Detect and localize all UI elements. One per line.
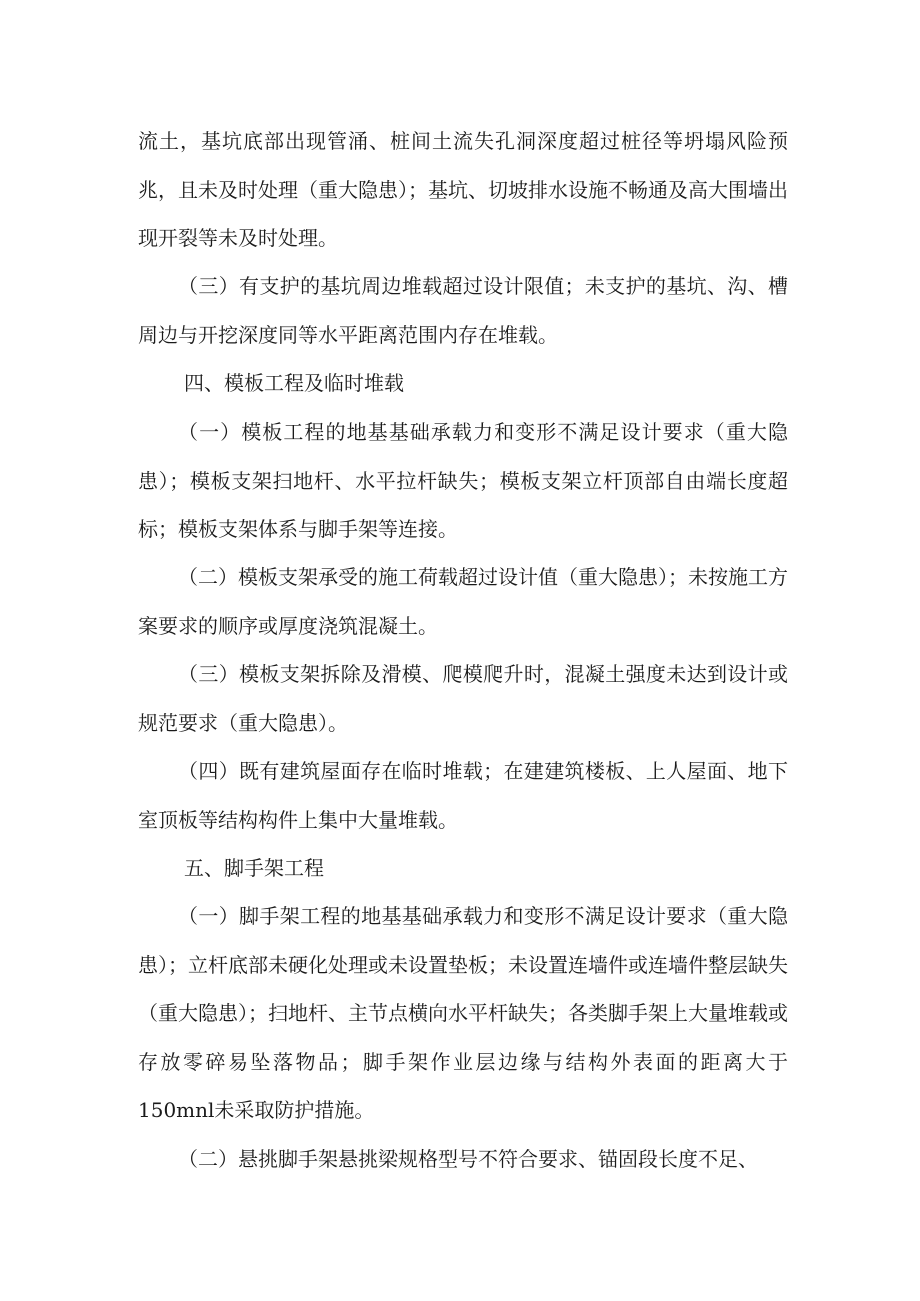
- section-heading-formwork: 四、模板工程及临时堆载: [184, 371, 404, 395]
- paragraph-formwork-foundation: （一）模板工程的地基基础承载力和变形不满足设计要求（重大隐患）；模板支架扫地杆、水平拉杆缺失；模板支架立杆顶部自由端长度超标；模板支架体系与脚手架等连接。: [138, 420, 788, 541]
- paragraph-excavation-continued: 流土，基坑底部出现管涌、桩间土流失孔洞深度超过桩径等坍塌风险预兆，且未及时处理（重大隐患）；基坑、切坡排水设施不畅通及高大围墙出现开裂等未及时处理。: [138, 129, 788, 250]
- paragraph-temporary-stacking: （四）既有建筑屋面存在临时堆载；在建建筑楼板、上人屋面、地下室顶板等结构构件上集中大量堆载。: [138, 759, 788, 832]
- paragraph-formwork-load: （二）模板支架承受的施工荷载超过设计值（重大隐患）；未按施工方案要求的顺序或厚度浇筑混凝土。: [138, 565, 788, 638]
- paragraph-scaffolding-foundation: （一）脚手架工程的地基基础承载力和变形不满足设计要求（重大隐患）；立杆底部未硬化处理或未设置垫板；未设置连墙件或连墙件整层缺失（重大隐患）；扫地杆、主节点横向水平杆缺失；各类脚手架上大量堆载或存放零碎易坠落物品；脚手架作业层边缘与结构外表面的距离大于150mnl未采取防护措施。: [138, 904, 788, 1122]
- paragraph-cantilever-scaffolding: （二）悬挑脚手架悬挑梁规格型号不符合要求、锚固段长度不足、: [178, 1147, 758, 1171]
- section-heading-scaffolding: 五、脚手架工程: [184, 856, 324, 880]
- paragraph-formwork-removal: （三）模板支架拆除及滑模、爬模爬升时，混凝土强度未达到设计或规范要求（重大隐患）。: [138, 662, 788, 735]
- paragraph-excavation-surcharge: （三）有支护的基坑周边堆载超过设计限值；未支护的基坑、沟、槽周边与开挖深度同等水平距离范围内存在堆载。: [138, 274, 788, 347]
